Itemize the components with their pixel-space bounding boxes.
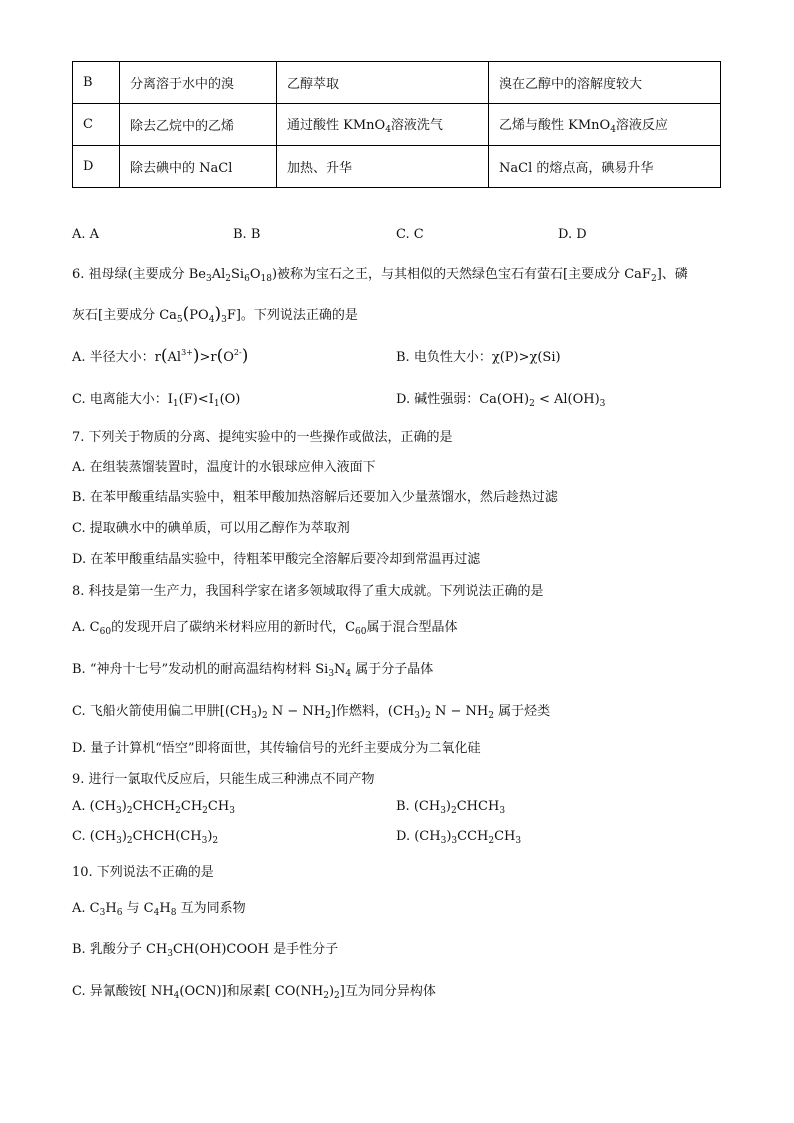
q5-option-c: C. C bbox=[396, 227, 424, 242]
q7-option-c: C. 提取碘水中的碘单质，可以用乙醇作为萃取剂 bbox=[72, 521, 350, 536]
q7-option-b: B. 在苯甲酸重结晶实验中，粗苯甲酸加热溶解后还要加入少量蒸馏水，然后趁热过滤 bbox=[72, 490, 558, 505]
table-row bbox=[73, 104, 721, 146]
row-reason: 溴在乙醇中的溶解度较大 bbox=[489, 62, 721, 104]
q7-stem: 7. 下列关于物质的分离、提纯实验中的一些操作或做法，正确的是 bbox=[72, 430, 453, 445]
q8-option-c: C. 飞船火箭使用偏二甲肼[$(CH_3)_2$ $N - NH_2$]作燃料，$(CH_3)_2$ $N - NH_2$ 属于烃类 bbox=[72, 704, 551, 721]
q10-stem: 10. 下列说法不正确的是 bbox=[72, 865, 214, 880]
row-purpose: 分离溶于水中的溴 bbox=[120, 62, 277, 104]
q5-option-b: B. B bbox=[233, 227, 261, 242]
q9-option-b: B. $(CH_3)_2CHCH_3$ bbox=[396, 799, 506, 816]
row-reason: NaCl 的熔点高，碘易升华 bbox=[489, 146, 721, 188]
row-label: C bbox=[73, 104, 120, 146]
q10-option-c: C. 异氰酸铵[ $NH_4(OCN)$]和尿素[ $CO(NH_2)_2$]互为同分异构体 bbox=[72, 984, 436, 1001]
q8-stem: 8. 科技是第一生产力，我国科学家在诸多领域取得了重大成就。下列说法正确的是 bbox=[72, 584, 544, 599]
q6-option-d: D. 碱性强弱：$Ca(OH)_2 < Al(OH)_3$ bbox=[396, 392, 606, 409]
q8-option-a: A. $C_{60}$的发现开启了碳纳米材料应用的新时代，$C_{60}$属于混合型晶体 bbox=[72, 620, 458, 637]
q9-option-a: A. $(CH_3)_2CHCH_2CH_2CH_3$ bbox=[72, 799, 235, 816]
q6-option-c: C. 电离能大小：$I_1(F)<I_1(O)$ bbox=[72, 392, 241, 409]
q8-option-d: D. 量子计算机“悟空”即将面世，其传输信号的光纤主要成分为二氧化硅 bbox=[72, 741, 481, 756]
q6-option-a: A. 半径大小：$r(Al^{3+})>r(O^{2-})$ bbox=[72, 346, 249, 366]
q5-option-d: D. D bbox=[558, 227, 587, 242]
q6-stem-line1: 6. 祖母绿(主要成分 $Be_3Al_2Si_6O_{18}$)被称为宝石之王，与其相似的天然绿色宝石有萤石[主要成分 CaF$_2$]、磷 bbox=[72, 267, 688, 284]
table-row bbox=[73, 146, 721, 188]
q5-option-a: A. A bbox=[72, 227, 100, 242]
q10-option-a: A. $C_3H_6$ 与 $C_4H_8$ 互为同系物 bbox=[72, 901, 246, 918]
row-purpose: 除去碘中的 NaCl bbox=[120, 146, 277, 188]
q9-option-c: C. $(CH_3)_2CHCH(CH_3)_2$ bbox=[72, 829, 219, 846]
table-row bbox=[73, 62, 721, 104]
q9-option-d: D. $(CH_3)_3CCH_2CH_3$ bbox=[396, 829, 522, 846]
q10-option-b: B. 乳酸分子 $CH_3CH(OH)COOH$ 是手性分子 bbox=[72, 942, 339, 959]
row-label: D bbox=[73, 146, 120, 188]
row-purpose: 除去乙烷中的乙烯 bbox=[120, 104, 277, 146]
row-method: 通过酸性 KMnO$_4$溶液洗气 bbox=[277, 104, 489, 146]
q7-option-a: A. 在组装蒸馏装置时，温度计的水银球应伸入液面下 bbox=[72, 460, 376, 475]
q6-stem-line2: 灰石[主要成分 $Ca_5(PO_4)_3F$]。下列说法正确的是 bbox=[72, 304, 358, 325]
options-table bbox=[72, 61, 721, 188]
row-reason: 乙烯与酸性 KMnO$_4$溶液反应 bbox=[489, 104, 721, 146]
row-method: 加热、升华 bbox=[277, 146, 489, 188]
q6-option-b: B. 电负性大小：χ(P)>χ(Si) bbox=[396, 350, 561, 365]
q9-stem: 9. 进行一氯取代反应后，只能生成三种沸点不同产物 bbox=[72, 772, 375, 787]
q8-option-b: B. “神舟十七号”发动机的耐高温结构材料 $Si_3N_4$ 属于分子晶体 bbox=[72, 662, 434, 679]
q7-option-d: D. 在苯甲酸重结晶实验中，待粗苯甲酸完全溶解后要冷却到常温再过滤 bbox=[72, 552, 481, 567]
row-method: 乙醇萃取 bbox=[277, 62, 489, 104]
row-label: B bbox=[73, 62, 120, 104]
